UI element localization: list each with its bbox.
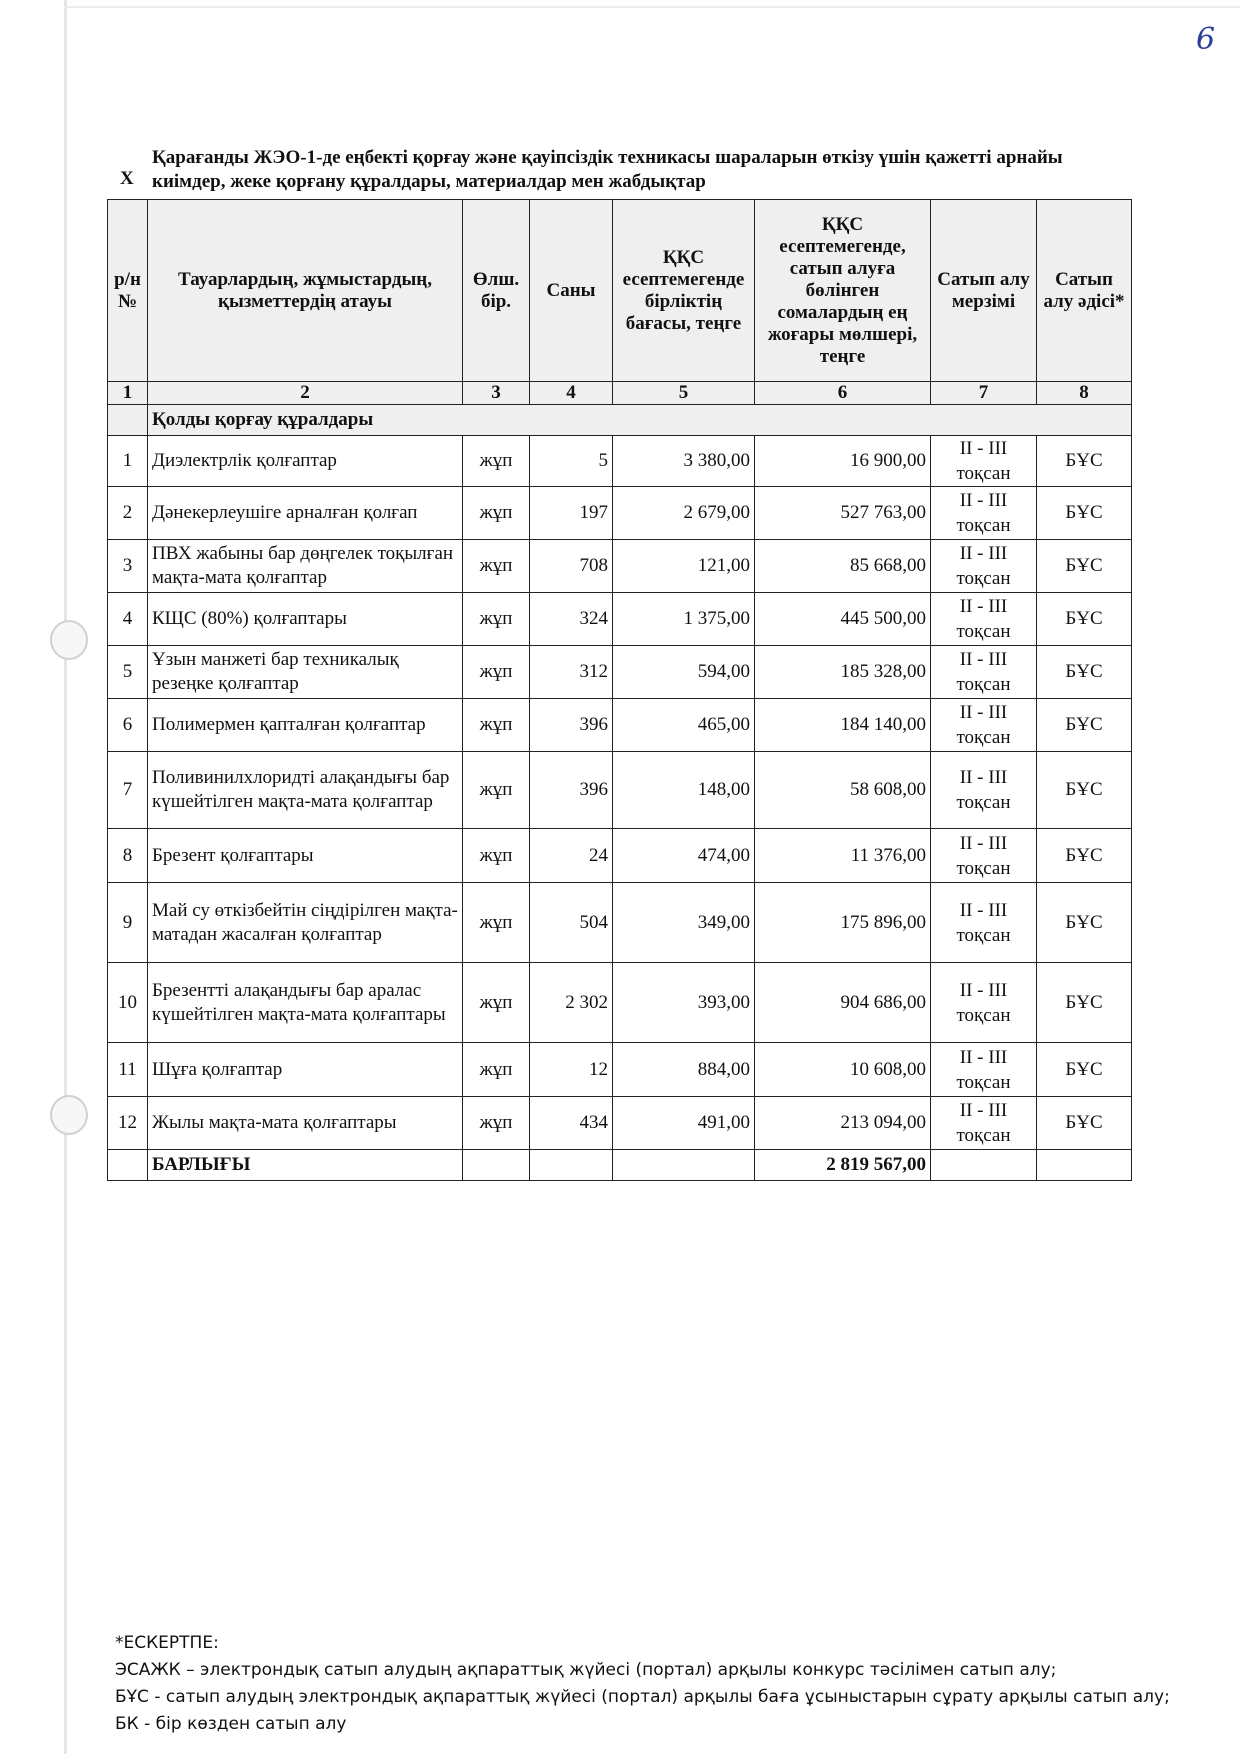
row-number: 8 [108,829,148,883]
footnote-line: ЭСАЖК – электрондық сатып алудың ақпараттық жүйесі (портал) арқылы конкурс тәсілімен сатып алу; [115,1660,1057,1680]
item-method: БҰС [1037,540,1132,593]
table-row [108,487,1132,540]
item-unit: жұп [463,883,530,963]
scan-edge [64,0,67,1754]
item-method: БҰС [1037,883,1132,963]
item-period: II - III тоқсан [931,1043,1037,1097]
item-period: II - III тоқсан [931,829,1037,883]
table-row [108,699,1132,752]
row-number: 11 [108,1043,148,1097]
header-row [108,200,1132,382]
item-quantity: 504 [530,883,613,963]
row-number: 12 [108,1097,148,1150]
item-sum: 527 763,00 [755,487,931,540]
group-label: Қолды қорғау құралдары [148,405,1132,436]
item-period: II - III тоқсан [931,752,1037,829]
item-sum: 11 376,00 [755,829,931,883]
item-unit: жұп [463,752,530,829]
item-quantity: 2 302 [530,963,613,1043]
column-number: 6 [755,382,931,405]
total-label: БАРЛЫҒЫ [148,1150,463,1181]
column-number: 7 [931,382,1037,405]
item-sum: 213 094,00 [755,1097,931,1150]
header-unit-price: ҚҚС есептемегенде бірліктің бағасы, теңге [613,200,755,382]
item-quantity: 24 [530,829,613,883]
row-number: 9 [108,883,148,963]
item-price: 884,00 [613,1043,755,1097]
item-period: II - III тоқсан [931,699,1037,752]
table-row [108,1097,1132,1150]
footnote-title: *ЕСКЕРТПЕ: [115,1633,219,1653]
item-unit: жұп [463,1097,530,1150]
footnote-line: БҰС - сатып алудың электрондық ақпараттық жүйесі (портал) арқылы баға ұсыныстарын сұрату арқылы сатып алу; [115,1687,1170,1707]
item-name: Поливинилхлоридті алақандығы бар күшейтілген мақта-мата қолғаптар [148,752,463,829]
header-unit: Өлш. бір. [463,200,530,382]
row-number: 4 [108,593,148,646]
item-sum: 58 608,00 [755,752,931,829]
item-method: БҰС [1037,752,1132,829]
item-unit: жұп [463,829,530,883]
item-unit: жұп [463,593,530,646]
item-period: II - III тоқсан [931,487,1037,540]
header-number: р/н № [108,200,148,382]
item-method: БҰС [1037,436,1132,487]
item-quantity: 324 [530,593,613,646]
item-price: 465,00 [613,699,755,752]
row-number: 5 [108,646,148,699]
item-sum: 445 500,00 [755,593,931,646]
punch-hole [50,1095,88,1135]
item-period: II - III тоқсан [931,1097,1037,1150]
column-number: 2 [148,382,463,405]
item-unit: жұп [463,436,530,487]
row-number: 3 [108,540,148,593]
header-max-sum: ҚҚС есептемегенде, сатып алуға бөлінген сомалардың ең жоғары мөлшері, теңге [755,200,931,382]
item-sum: 10 608,00 [755,1043,931,1097]
item-price: 474,00 [613,829,755,883]
header-period: Сатып алу мерзімі [931,200,1037,382]
item-quantity: 434 [530,1097,613,1150]
table-row [108,646,1132,699]
item-price: 594,00 [613,646,755,699]
item-quantity: 5 [530,436,613,487]
row-number: 7 [108,752,148,829]
item-name: Диэлектрлік қолғаптар [148,436,463,487]
item-period: II - III тоқсан [931,540,1037,593]
page-number: 6 [1196,22,1216,57]
item-sum: 185 328,00 [755,646,931,699]
item-name: Ұзын манжеті бар техникалық резеңке қолғаптар [148,646,463,699]
footnote [115,1630,1170,1738]
item-price: 491,00 [613,1097,755,1150]
table-row [108,593,1132,646]
item-period: II - III тоқсан [931,646,1037,699]
item-period: II - III тоқсан [931,593,1037,646]
table-row [108,540,1132,593]
item-quantity: 12 [530,1043,613,1097]
item-method: БҰС [1037,487,1132,540]
item-period: II - III тоқсан [931,963,1037,1043]
item-period: II - III тоқсан [931,436,1037,487]
table-row [108,829,1132,883]
footnote-line: БК - бір көзден сатып алу [115,1714,347,1734]
item-method: БҰС [1037,963,1132,1043]
item-quantity: 708 [530,540,613,593]
item-price: 148,00 [613,752,755,829]
item-price: 1 375,00 [613,593,755,646]
item-sum: 175 896,00 [755,883,931,963]
column-number-row [108,382,1132,405]
item-method: БҰС [1037,646,1132,699]
column-number: 1 [108,382,148,405]
item-price: 2 679,00 [613,487,755,540]
row-number: 2 [108,487,148,540]
item-unit: жұп [463,699,530,752]
item-name: Брезент қолғаптары [148,829,463,883]
item-name: Жылы мақта-мата қолғаптары [148,1097,463,1150]
item-period: II - III тоқсан [931,883,1037,963]
item-price: 349,00 [613,883,755,963]
row-number: 6 [108,699,148,752]
table-row [108,1043,1132,1097]
row-number: 10 [108,963,148,1043]
header-quantity: Саны [530,200,613,382]
item-name: Полимермен қапталған қолғаптар [148,699,463,752]
item-price: 393,00 [613,963,755,1043]
item-sum: 904 686,00 [755,963,931,1043]
item-price: 3 380,00 [613,436,755,487]
item-name: Брезентті алақандығы бар аралас күшейтілген мақта-мата қолғаптары [148,963,463,1043]
total-row [108,1150,1132,1181]
header-method: Сатып алу әдісі* [1037,200,1132,382]
item-unit: жұп [463,487,530,540]
column-number: 4 [530,382,613,405]
item-method: БҰС [1037,699,1132,752]
item-name: КЩС (80%) қолғаптары [148,593,463,646]
procurement-table [107,199,1132,1181]
item-price: 121,00 [613,540,755,593]
item-quantity: 312 [530,646,613,699]
item-method: БҰС [1037,593,1132,646]
item-unit: жұп [463,963,530,1043]
scan-top-edge [64,6,1240,8]
item-method: БҰС [1037,1043,1132,1097]
item-unit: жұп [463,646,530,699]
section-letter: Х [120,168,134,189]
column-number: 3 [463,382,530,405]
item-name: ПВХ жабыны бар дөңгелек тоқылған мақта-мата қолғаптар [148,540,463,593]
item-sum: 16 900,00 [755,436,931,487]
item-sum: 85 668,00 [755,540,931,593]
item-method: БҰС [1037,1097,1132,1150]
item-name: Шұға қолғаптар [148,1043,463,1097]
section-title: Қарағанды ЖЭО-1-де еңбекті қорғау және қауіпсіздік техникасы шараларын өткізу үшін қажетті арнайы киімдер, жеке қорғану құралдары, материалдар мен жабдықтар [152,147,1063,192]
item-method: БҰС [1037,829,1132,883]
table-row [108,883,1132,963]
column-number: 8 [1037,382,1132,405]
item-unit: жұп [463,1043,530,1097]
table-row [108,963,1132,1043]
item-unit: жұп [463,540,530,593]
header-name: Тауарлардың, жұмыстардың, қызметтердің атауы [148,200,463,382]
item-quantity: 197 [530,487,613,540]
item-sum: 184 140,00 [755,699,931,752]
item-quantity: 396 [530,752,613,829]
punch-hole [50,620,88,660]
group-row [108,405,1132,436]
row-number: 1 [108,436,148,487]
table-row [108,752,1132,829]
table-row [108,436,1132,487]
item-name: Май су өткізбейтін сіңдірілген мақта-матадан жасалған қолғаптар [148,883,463,963]
item-quantity: 396 [530,699,613,752]
total-sum: 2 819 567,00 [755,1150,931,1181]
column-number: 5 [613,382,755,405]
item-name: Дәнекерлеушіге арналған қолғап [148,487,463,540]
